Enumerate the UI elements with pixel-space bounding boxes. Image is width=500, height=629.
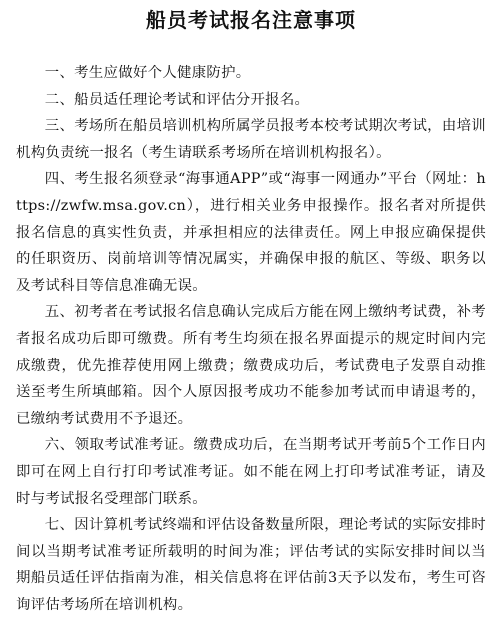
paragraph-4: 四、考生报名须登录“海事通APP”或“海事一网通办”平台（网址：https://zwfw.msa.gov.cn），进行相关业务申报操作。报名者对所提供报名信息的真实性负责，并承担相应的法律责任。网上申报应确保提供的任职资历、岗前培训等情况属实，并确保申报的航区、等级、职务以及考试科目等信息准确无误。 (16, 171, 486, 294)
paragraph-2: 二、船员适任理论考试和评估分开报名。 (44, 91, 310, 108)
paragraph-5: 五、初考者在考试报名信息确认完成后方能在网上缴纳考试费，补考者报名成功后即可缴费。所有考生均须在报名界面提示的规定时间内完成缴费，优先推荐使用网上缴费；缴费成功后，考试费电子发票自动推送至考生所填邮箱。因个人原因报考成功不能参加考试而申请退考的，已缴纳考试费用不予退还。 (16, 304, 486, 427)
paragraph-7: 七、因计算机考试终端和评估设备数量所限，理论考试的实际安排时间以当期考试准考证所载明的时间为准；评估考试的实际安排时间以当期船员适任评估指南为准，相关信息将在评估前3天予以发布，考生可咨询评估考场所在培训机构。 (16, 517, 486, 613)
document-title: 船员考试报名注意事项 (146, 8, 356, 32)
paragraph-3: 三、考场所在船员培训机构所属学员报考本校考试期次考试，由培训机构负责统一报名（考生请联系考场所在培训机构报名）。 (16, 118, 486, 161)
paragraph-6: 六、领取考试准考证。缴费成功后，在当期考试开考前5个工作日内即可在网上自行打印考试准考证。如不能在网上打印考试准考证，请及时与考试报名受理部门联系。 (16, 437, 486, 507)
paragraph-1: 一、考生应做好个人健康防护。 (44, 65, 251, 81)
